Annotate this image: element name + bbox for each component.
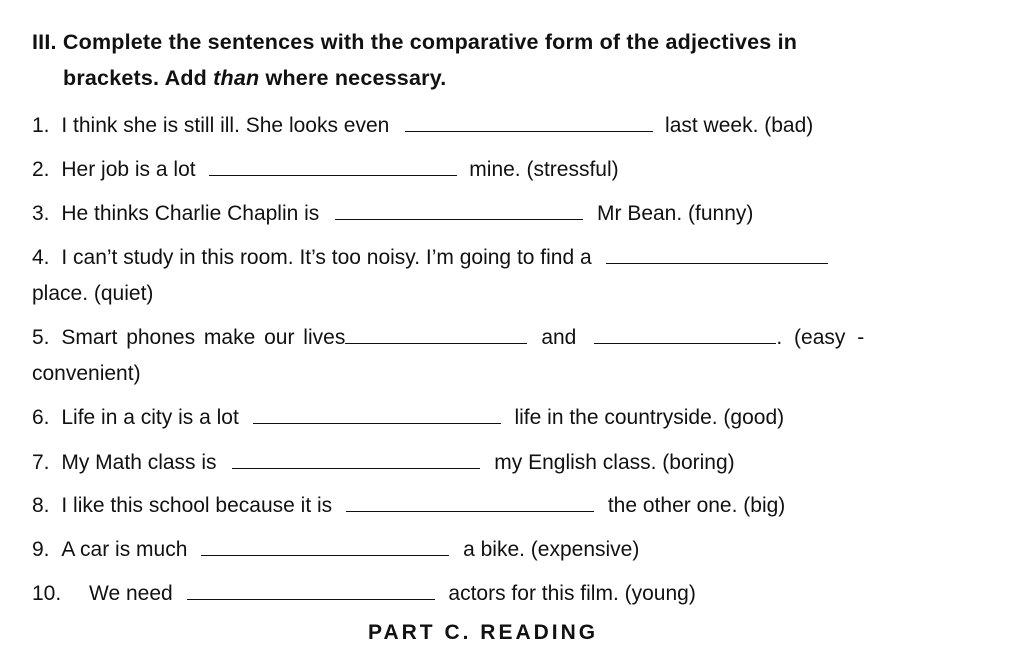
item-text-before: A car is much [61,538,188,561]
exercise-item-1 [32,111,813,139]
item-text-before: My Math class is [61,451,217,474]
item-text-after: place. (quiet) [32,282,154,305]
exercise-item-6 [32,403,784,431]
answer-blank[interactable] [209,155,457,176]
item-number: 1. [32,114,50,137]
exercise-item-5-cont [32,361,141,387]
item-text-after: life in the countryside. (good) [514,406,785,429]
item-number: 7. [32,451,50,474]
item-number: 6. [32,406,50,429]
item-text-before: I like this school because it is [61,494,333,517]
item-number: 3. [32,202,50,225]
item-text-after2: convenient) [32,362,141,385]
item-number: 5. [32,326,50,349]
item-text-after: mine. (stressful) [469,158,619,181]
section-instruction-line2-end: where necessary. [259,66,447,90]
item-text-after: last week. (bad) [665,114,814,137]
section-instruction-line2: brackets. Add [63,66,214,90]
answer-blank[interactable] [232,448,480,469]
item-number: 10. [32,582,62,605]
exercise-item-7 [32,448,735,476]
item-text-after: Mr Bean. (funny) [597,202,754,225]
exercise-item-3 [32,199,753,227]
next-section-heading: PART C. READING [368,621,599,644]
answer-blank-2[interactable] [594,323,776,344]
item-text-after: . (easy - [776,326,865,349]
item-text-before: We need [89,582,173,605]
item-text-before: He thinks Charlie Chaplin is [61,202,320,225]
answer-blank[interactable] [187,579,435,600]
item-number: 2. [32,158,50,181]
answer-blank-1[interactable] [345,323,527,344]
item-text-before: Smart phones make our lives [61,326,346,349]
section-number: III. [32,30,57,54]
exercise-item-2 [32,155,619,183]
section-instruction-italic: than [213,66,260,90]
exercise-item-10 [32,579,696,607]
answer-blank[interactable] [405,111,653,132]
item-text-before: Life in a city is a lot [61,406,239,429]
item-number: 4. [32,246,50,269]
section-heading-line1 [32,29,797,55]
section-heading-line2 [63,65,446,91]
item-text-after: my English class. (boring) [494,451,735,474]
exercise-item-8 [32,491,785,519]
item-text-after: actors for this film. (young) [448,582,696,605]
exercise-item-4 [32,243,828,271]
item-text-after: a bike. (expensive) [463,538,640,561]
exercise-item-5 [32,323,864,351]
answer-blank[interactable] [201,535,449,556]
answer-blank[interactable] [335,199,583,220]
section-instruction-line1: Complete the sentences with the comparative form of the adjectives in [62,30,798,54]
item-text-middle: and [541,326,577,349]
item-number: 8. [32,494,50,517]
item-number: 9. [32,538,50,561]
exercise-item-4-cont [32,281,153,307]
item-text-before: I can’t study in this room. It’s too noisy. I’m going to find a [61,246,592,269]
answer-blank[interactable] [346,491,594,512]
item-text-after: the other one. (big) [607,494,786,517]
answer-blank[interactable] [253,403,501,424]
exercise-item-9 [32,535,639,563]
item-text-before: I think she is still ill. She looks even [61,114,390,137]
answer-blank[interactable] [606,243,828,264]
item-text-before: Her job is a lot [61,158,196,181]
